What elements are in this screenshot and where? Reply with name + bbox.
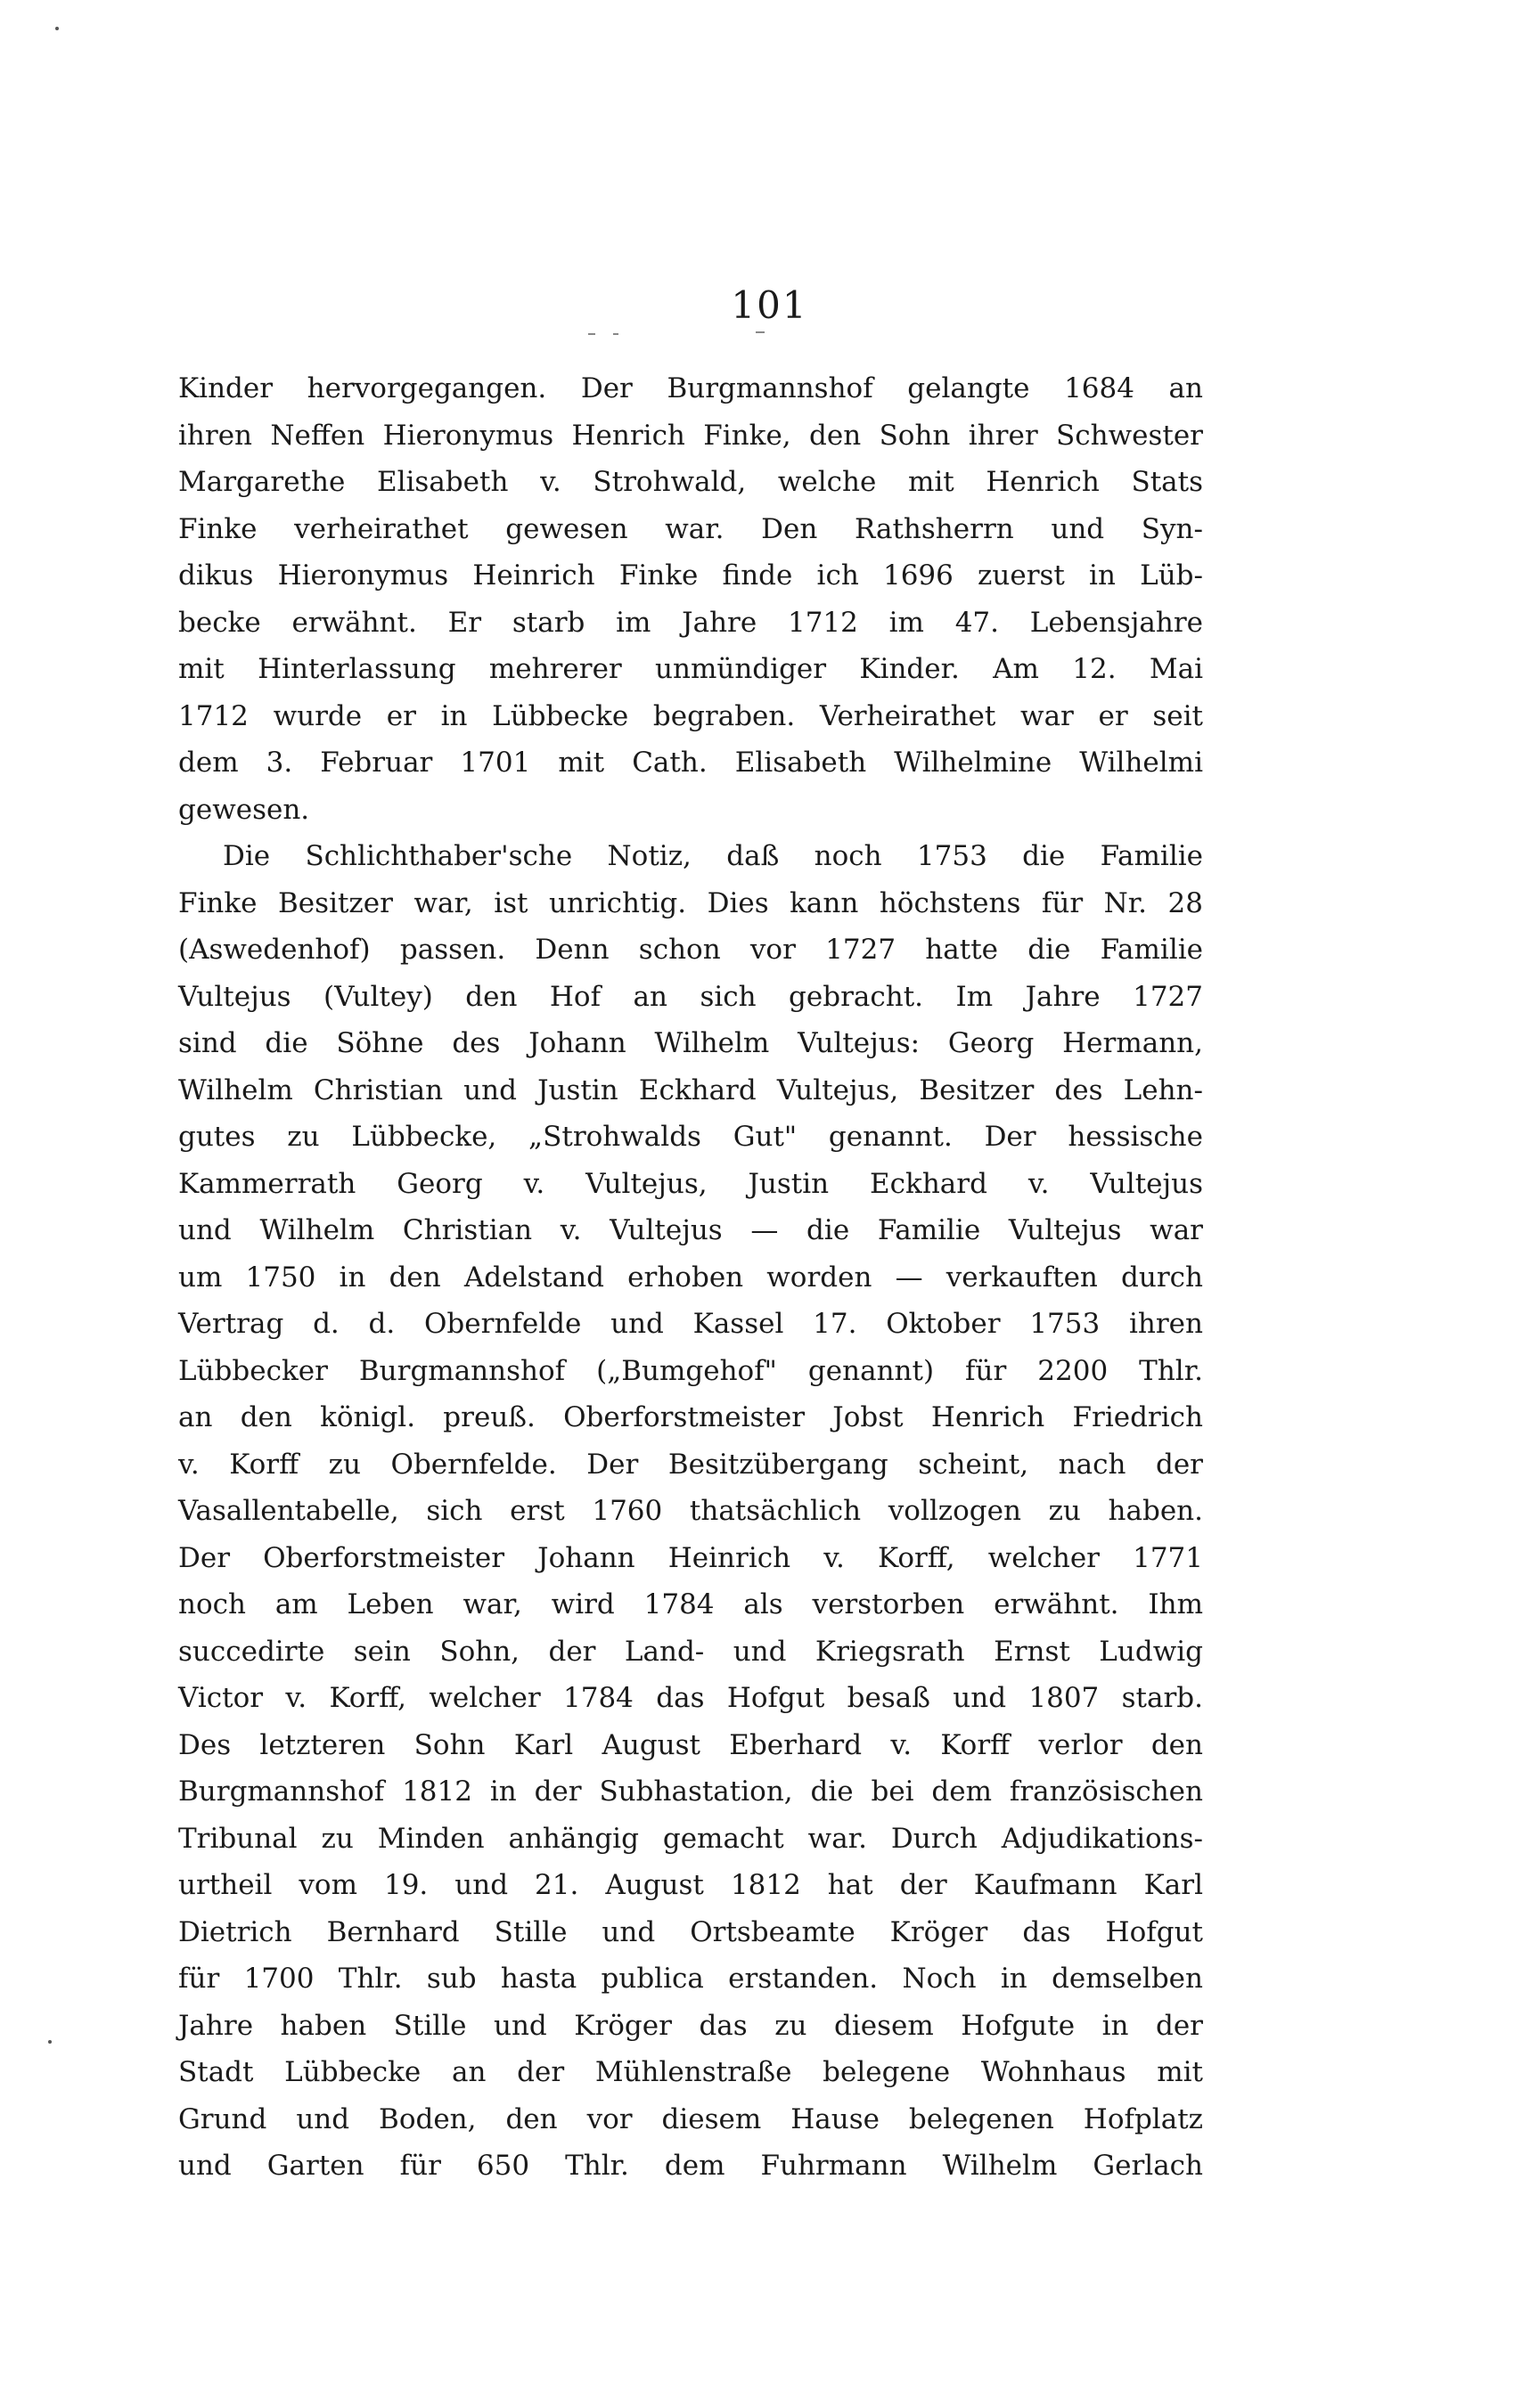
text-line: Der Oberforstmeister Johann Heinrich v. Korff, welcher 1771 [178, 1541, 1203, 1574]
text-line: Lübbecker Burgmannshof („Bumgehof" genannt) für 2200 Thlr. [178, 1354, 1203, 1387]
text-line: Kammerrath Georg v. Vultejus, Justin Eckhard v. Vultejus [178, 1167, 1203, 1200]
text-line: und Wilhelm Christian v. Vultejus — die Familie Vultejus war [178, 1214, 1203, 1246]
text-line: Vultejus (Vultey) den Hof an sich gebracht. Im Jahre 1727 [178, 980, 1203, 1013]
header-speck-center [613, 333, 618, 335]
text-line: dikus Hieronymus Heinrich Finke finde ich 1696 zuerst in Lüb- [178, 559, 1203, 592]
text-line: mit Hinterlassung mehrerer unmündiger Kinder. Am 12. Mai [178, 653, 1203, 685]
text-line: (Aswedenhof) passen. Denn schon vor 1727 hatte die Familie [178, 934, 1203, 966]
paragraph-2 [178, 833, 1203, 2190]
text-line: um 1750 in den Adelstand erhoben worden — verkauften durch [178, 1261, 1203, 1294]
text-line: Wilhelm Christian und Justin Eckhard Vultejus, Besitzer des Lehn- [178, 1073, 1203, 1106]
text-line: Finke Besitzer war, ist unrichtig. Dies kann höchstens für Nr. 28 [178, 886, 1203, 919]
text-line: Dietrich Bernhard Stille und Ortsbeamte Kröger das Hofgut [178, 1915, 1203, 1948]
text-line: dem 3. Februar 1701 mit Cath. Elisabeth Wilhelmine Wilhelmi [178, 747, 1203, 779]
text-line: Des letzteren Sohn Karl August Eberhard v. Korff verlor den [178, 1728, 1203, 1761]
text-line: ihren Neffen Hieronymus Henrich Finke, den Sohn ihrer Schwester [178, 419, 1203, 452]
text-line: gewesen. [178, 793, 310, 826]
text-line: Tribunal zu Minden anhängig gemacht war. Durch Adjudikations- [178, 1822, 1203, 1855]
text-line: Stadt Lübbecke an der Mühlenstraße belegene Wohnhaus mit [178, 2056, 1203, 2088]
text-line: Finke verheirathet gewesen war. Den Rathsherrn und Syn- [178, 512, 1203, 545]
text-line: Vertrag d. d. Obernfelde und Kassel 17. Oktober 1753 ihren [178, 1308, 1203, 1340]
text-line: und Garten für 650 Thlr. dem Fuhrmann Wilhelm Gerlach [178, 2150, 1203, 2182]
text-line: noch am Leben war, wird 1784 als verstorben erwähnt. Ihm [178, 1588, 1203, 1620]
text-line: 1712 wurde er in Lübbecke begraben. Verheirathet war er seit [178, 699, 1203, 732]
text-line: Grund und Boden, den vor diesem Hause belegenen Hofplatz [178, 2102, 1203, 2135]
text-line: succedirte sein Sohn, der Land- und Kriegsrath Ernst Ludwig [178, 1635, 1203, 1668]
text-line: Burgmannshof 1812 in der Subhastation, die bei dem französischen [178, 1775, 1203, 1808]
text-line: urtheil vom 19. und 21. August 1812 hat der Kaufmann Karl [178, 1869, 1203, 1901]
text-line: becke erwähnt. Er starb im Jahre 1712 im 47. Lebensjahre [178, 606, 1203, 639]
text-line: Margarethe Elisabeth v. Strohwald, welche mit Henrich Stats [178, 466, 1203, 498]
body-text [178, 365, 1203, 2190]
text-line: Victor v. Korff, welcher 1784 das Hofgut besaß und 1807 starb. [178, 1682, 1203, 1714]
text-line: an den königl. preuß. Oberforstmeister Jobst Henrich Friedrich [178, 1401, 1203, 1433]
margin-speck-top-left [55, 27, 59, 30]
text-line: für 1700 Thlr. sub hasta publica erstanden. Noch in demselben [178, 1963, 1203, 1995]
page-number: 101 [731, 283, 808, 327]
text-line: gutes zu Lübbecke, „Strohwalds Gut" genannt. Der hessische [178, 1121, 1203, 1153]
text-line: Vasallentabelle, sich erst 1760 thatsächlich vollzogen zu haben. [178, 1495, 1203, 1527]
paragraph-1 [178, 365, 1203, 833]
header-speck-left [588, 333, 595, 335]
margin-speck-bottom-left [48, 2040, 52, 2044]
text-line: v. Korff zu Obernfelde. Der Besitzübergang scheint, nach der [178, 1448, 1203, 1481]
text-line: Die Schlichthaber'sche Notiz, daß noch 1753 die Familie [223, 840, 1203, 872]
text-line: Jahre haben Stille und Kröger das zu diesem Hofgute in der [178, 2009, 1203, 2042]
header-speck-right [756, 331, 765, 333]
text-line: sind die Söhne des Johann Wilhelm Vultejus: Georg Hermann, [178, 1027, 1203, 1059]
text-line: Kinder hervorgegangen. Der Burgmannshof gelangte 1684 an [178, 372, 1203, 404]
